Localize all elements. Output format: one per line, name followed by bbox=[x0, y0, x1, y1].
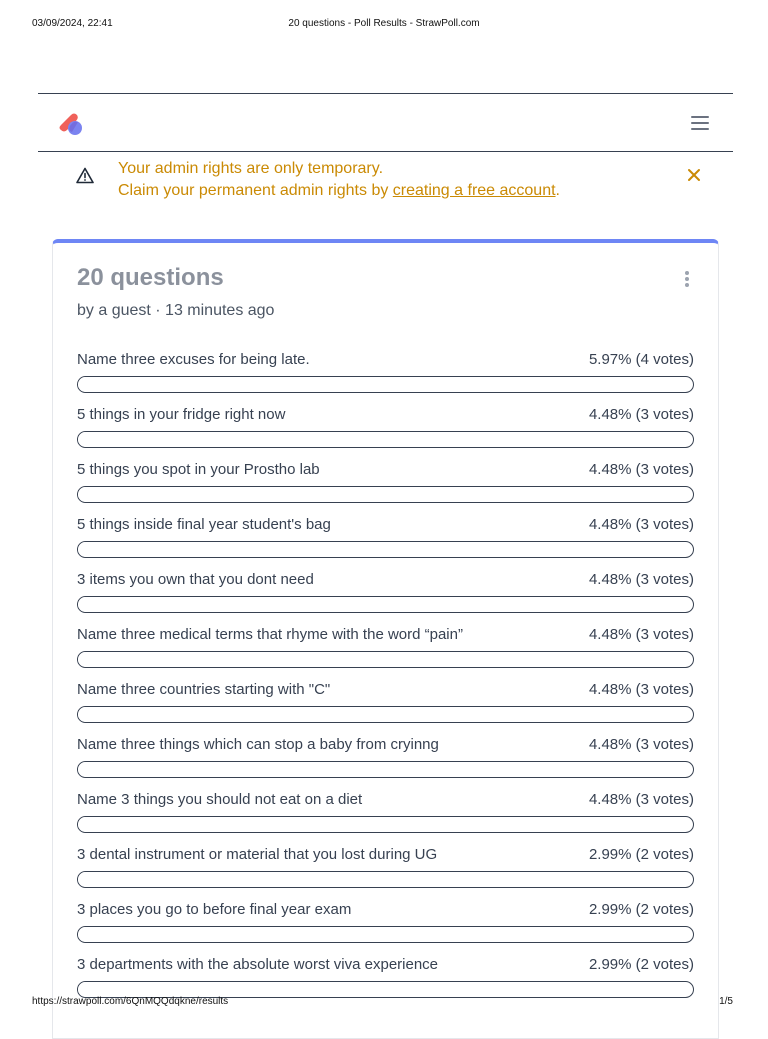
result-stats: 4.48% (3 votes) bbox=[588, 461, 694, 478]
result-progress-bar bbox=[77, 816, 694, 833]
poll-title: 20 questions bbox=[77, 264, 224, 291]
hamburger-menu-icon[interactable] bbox=[691, 116, 709, 130]
result-row bbox=[77, 846, 694, 901]
banner-line-1: Your admin rights are only temporary. bbox=[118, 160, 384, 177]
result-progress-bar bbox=[77, 706, 694, 723]
result-row bbox=[77, 626, 694, 681]
result-progress-fill bbox=[78, 707, 106, 722]
result-stats: 4.48% (3 votes) bbox=[588, 736, 694, 753]
print-url: https://strawpoll.com/6QnMQQdqkne/results bbox=[32, 996, 229, 1007]
banner-message bbox=[118, 158, 560, 202]
result-progress-fill bbox=[78, 542, 106, 557]
result-progress-bar bbox=[77, 651, 694, 668]
result-label: 3 departments with the absolute worst viva experience bbox=[77, 956, 439, 973]
result-stats: 5.97% (4 votes) bbox=[588, 351, 694, 368]
result-progress-fill bbox=[78, 652, 106, 667]
result-row bbox=[77, 681, 694, 736]
result-row bbox=[77, 461, 694, 516]
result-stats: 2.99% (2 votes) bbox=[588, 901, 694, 918]
result-stats: 4.48% (3 votes) bbox=[588, 516, 694, 533]
result-label: Name three countries starting with "C" bbox=[77, 681, 331, 698]
create-account-link[interactable]: creating a free account bbox=[392, 182, 556, 199]
result-row bbox=[77, 406, 694, 461]
strawpoll-logo-icon[interactable] bbox=[58, 112, 84, 136]
result-label: Name three excuses for being late. bbox=[77, 351, 310, 368]
result-row bbox=[77, 351, 694, 406]
result-stats: 4.48% (3 votes) bbox=[588, 681, 694, 698]
result-label: 3 dental instrument or material that you lost during UG bbox=[77, 846, 438, 863]
result-progress-bar bbox=[77, 541, 694, 558]
result-stats: 4.48% (3 votes) bbox=[588, 626, 694, 643]
poll-results-card bbox=[52, 239, 719, 1039]
result-stats: 4.48% (3 votes) bbox=[588, 406, 694, 423]
warning-triangle-icon bbox=[76, 167, 94, 184]
admin-rights-banner bbox=[38, 152, 733, 210]
result-stats: 2.99% (2 votes) bbox=[588, 846, 694, 863]
close-icon[interactable] bbox=[687, 168, 701, 182]
result-label: 3 items you own that you dont need bbox=[77, 571, 314, 588]
result-progress-fill bbox=[78, 982, 96, 997]
result-label: 5 things inside final year student's bag bbox=[77, 516, 331, 533]
result-label: Name 3 things you should not eat on a diet bbox=[77, 791, 363, 808]
result-row bbox=[77, 791, 694, 846]
banner-line-2-prefix: Claim your permanent admin rights by bbox=[118, 182, 393, 199]
banner-line-2-suffix: . bbox=[555, 182, 560, 199]
banner-line-2 bbox=[118, 180, 560, 202]
print-footer bbox=[32, 996, 736, 1010]
result-progress-bar bbox=[77, 596, 694, 613]
result-progress-bar bbox=[77, 486, 694, 503]
print-datetime: 03/09/2024, 22:41 bbox=[32, 18, 113, 29]
result-label: 5 things you spot in your Prostho lab bbox=[77, 461, 320, 478]
more-options-icon[interactable] bbox=[684, 271, 690, 289]
result-progress-fill bbox=[78, 762, 106, 777]
result-progress-fill bbox=[78, 377, 115, 392]
result-label: Name three things which can stop a baby from cryinng bbox=[77, 736, 439, 753]
result-stats: 4.48% (3 votes) bbox=[588, 571, 694, 588]
result-progress-fill bbox=[78, 597, 106, 612]
top-navigation-bar bbox=[38, 93, 733, 152]
result-progress-bar bbox=[77, 871, 694, 888]
result-label: 5 things in your fridge right now bbox=[77, 406, 286, 423]
result-progress-bar bbox=[77, 761, 694, 778]
result-progress-fill bbox=[78, 487, 106, 502]
print-document-title: 20 questions - Poll Results - StrawPoll.com bbox=[288, 18, 480, 29]
result-progress-fill bbox=[78, 432, 106, 447]
result-row bbox=[77, 571, 694, 626]
result-progress-bar bbox=[77, 926, 694, 943]
result-progress-fill bbox=[78, 927, 96, 942]
result-stats: 4.48% (3 votes) bbox=[588, 791, 694, 808]
print-header bbox=[32, 18, 736, 32]
result-progress-fill bbox=[78, 872, 96, 887]
result-progress-bar bbox=[77, 376, 694, 393]
result-progress-bar bbox=[77, 431, 694, 448]
result-row bbox=[77, 736, 694, 791]
result-stats: 2.99% (2 votes) bbox=[588, 956, 694, 973]
poll-meta: by a guest · 13 minutes ago bbox=[77, 302, 275, 319]
print-page-number: 1/5 bbox=[719, 996, 733, 1007]
result-progress-fill bbox=[78, 817, 106, 832]
result-label: Name three medical terms that rhyme with the word “pain” bbox=[77, 626, 463, 643]
result-row bbox=[77, 901, 694, 956]
result-row bbox=[77, 516, 694, 571]
results-list bbox=[77, 351, 694, 1011]
result-label: 3 places you go to before final year exam bbox=[77, 901, 352, 918]
